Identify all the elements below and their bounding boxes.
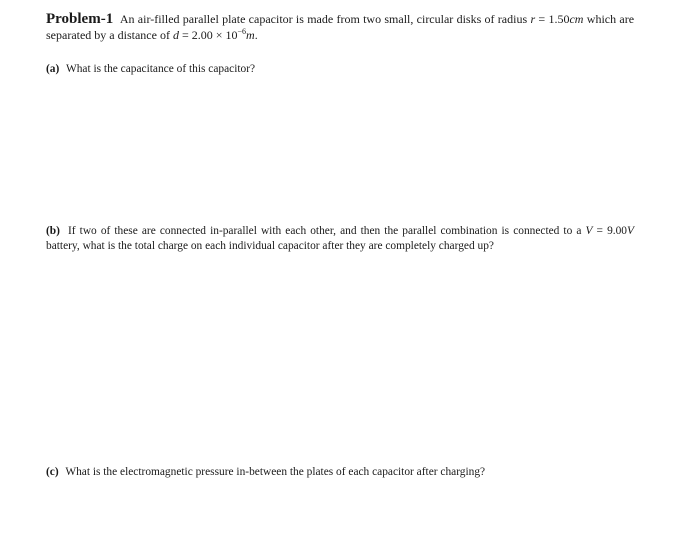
part-b-label: (b) (46, 225, 60, 237)
part-b-text-1: If two of these are connected in-parallel with each other, and then the parallel combination is connected to a (68, 225, 582, 237)
problem-intro-1: An air-filled parallel plate capacitor is made from two small, circular disks of radius (119, 12, 528, 26)
distance-exponent: −6 (237, 27, 247, 36)
voltage-unit: V (627, 225, 634, 237)
part-a-label: (a) (46, 63, 60, 75)
part-a-question (46, 62, 634, 77)
voltage-variable: V (585, 225, 593, 237)
voltage-equals: = (596, 225, 603, 237)
problem-period: . (254, 28, 258, 42)
distance-variable: d (172, 28, 179, 42)
part-c-text: What is the electromagnetic pressure in-between the plates of each capacitor after charging? (65, 466, 486, 478)
radius-equals: = (538, 12, 546, 26)
voltage-value: 9.00 (607, 225, 627, 237)
radius-variable: r (530, 12, 536, 26)
problem-intro-2: which are separated by a distance of (46, 12, 635, 42)
problem-title: Problem-1 (46, 11, 114, 27)
part-a-text: What is the capacitance of this capacitor? (65, 63, 256, 75)
distance-unit: m (246, 28, 255, 42)
part-c-label: (c) (46, 466, 59, 478)
distance-equals: = (181, 28, 189, 42)
radius-value: 1.50 (548, 12, 570, 26)
problem-statement (46, 11, 634, 43)
distance-value: 2.00 × 10 (191, 28, 238, 42)
part-b-question (46, 224, 634, 254)
part-c-question (46, 465, 634, 480)
radius-unit: cm (569, 12, 584, 26)
part-b-text-2: battery, what is the total charge on each individual capacitor after they are completely charged up? (46, 240, 494, 252)
